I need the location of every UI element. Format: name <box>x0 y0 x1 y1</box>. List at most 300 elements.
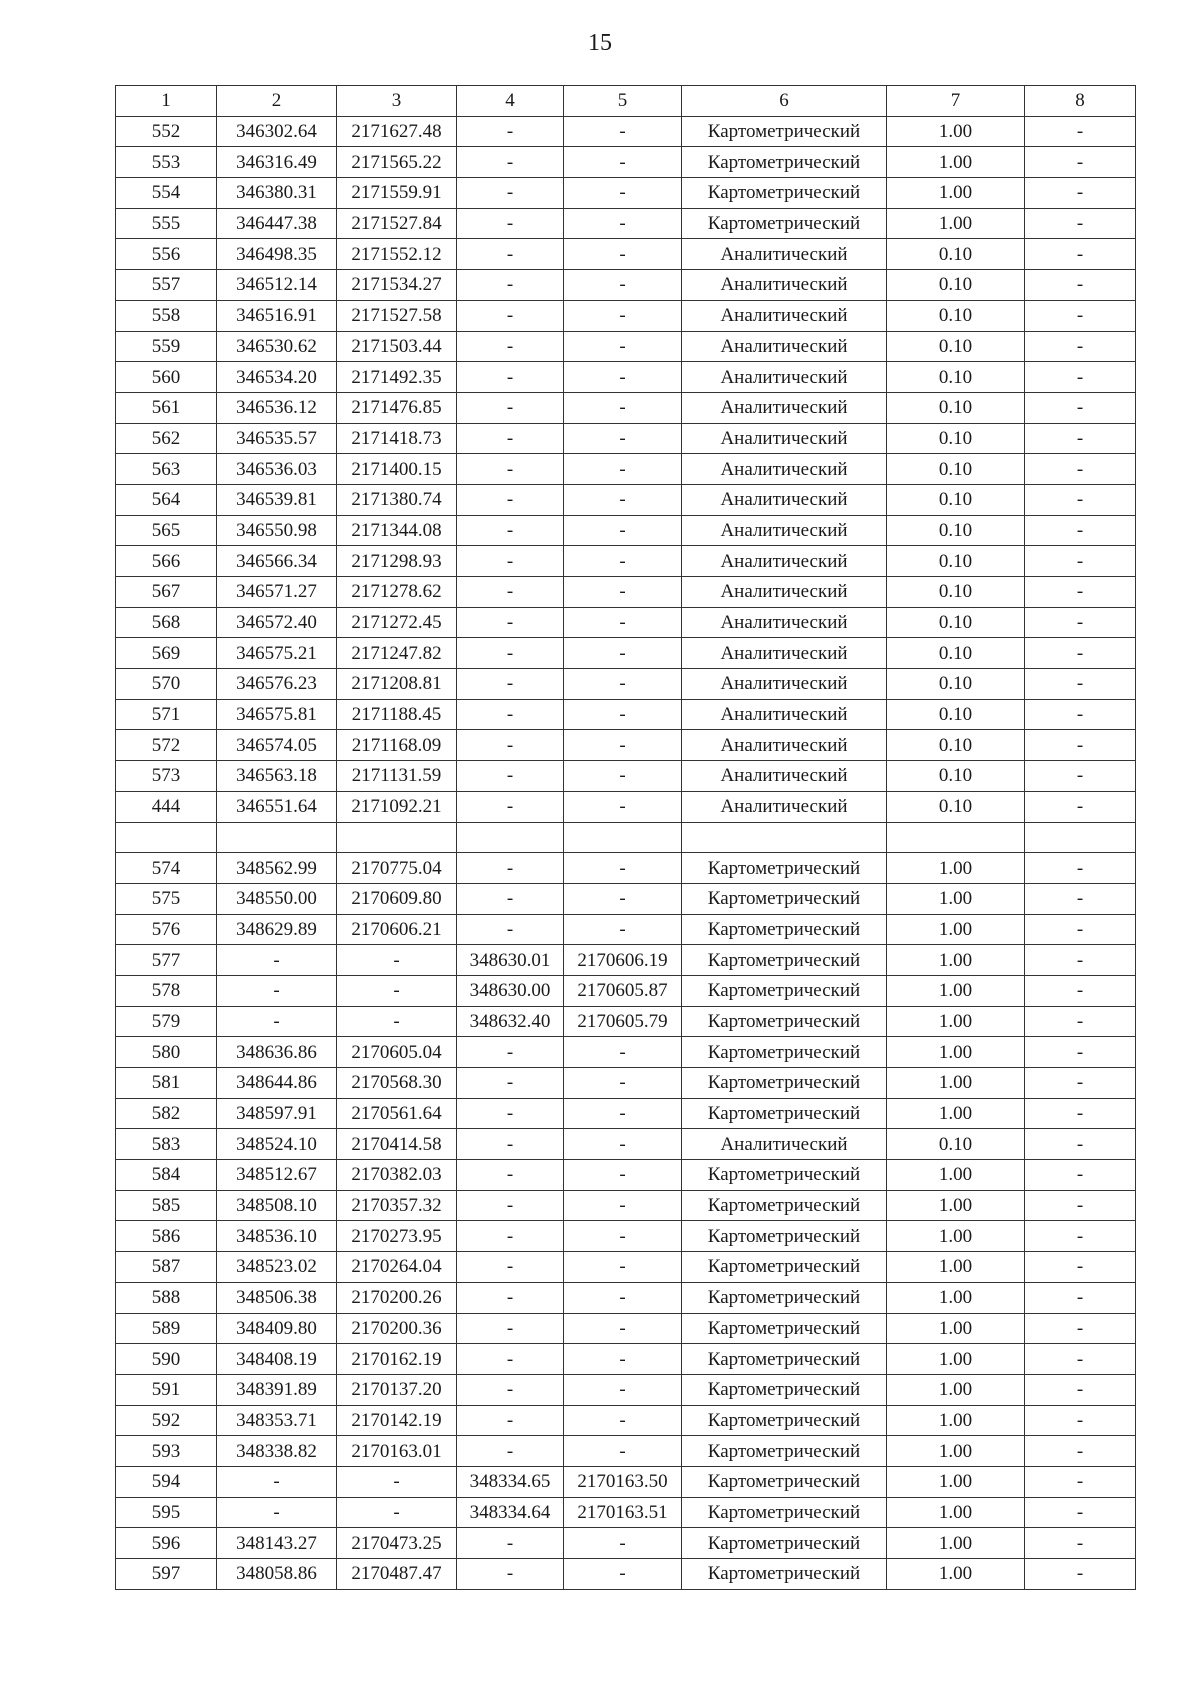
table-row <box>116 1374 1136 1405</box>
table-cell: 1.00 <box>887 1221 1025 1252</box>
table-row <box>116 791 1136 822</box>
table-cell: Картометрический <box>682 1497 887 1528</box>
table-row <box>116 669 1136 700</box>
table-cell: - <box>457 607 564 638</box>
table-cell: 557 <box>116 270 217 301</box>
table-cell: 348524.10 <box>217 1129 337 1160</box>
table-cell: 1.00 <box>887 1497 1025 1528</box>
table-cell: 556 <box>116 239 217 270</box>
table-row <box>116 975 1136 1006</box>
table-row <box>116 300 1136 331</box>
table-cell: - <box>1025 1006 1136 1037</box>
table-cell: - <box>564 208 682 239</box>
table-row <box>116 1528 1136 1559</box>
table-cell: 1.00 <box>887 1313 1025 1344</box>
table-cell: 559 <box>116 331 217 362</box>
table-cell: 1.00 <box>887 208 1025 239</box>
table-cell: 2171278.62 <box>337 577 457 608</box>
table-cell: - <box>564 638 682 669</box>
table-row <box>116 1098 1136 1129</box>
table-cell: - <box>457 638 564 669</box>
table-cell: Аналитический <box>682 484 887 515</box>
table-cell: - <box>1025 454 1136 485</box>
table-cell: - <box>1025 853 1136 884</box>
table-cell: 346516.91 <box>217 300 337 331</box>
table-cell: 2170561.64 <box>337 1098 457 1129</box>
table-cell: 1.00 <box>887 1252 1025 1283</box>
table-cell: - <box>1025 270 1136 301</box>
table-cell: - <box>1025 699 1136 730</box>
table-cell: 348597.91 <box>217 1098 337 1129</box>
table-cell <box>337 822 457 853</box>
table-cell: 553 <box>116 147 217 178</box>
table-cell: - <box>457 1221 564 1252</box>
table-cell: - <box>457 1129 564 1160</box>
table-cell <box>217 822 337 853</box>
table-cell: - <box>457 515 564 546</box>
table-cell: 593 <box>116 1436 217 1467</box>
table-cell: - <box>564 1037 682 1068</box>
column-header: 3 <box>337 86 457 117</box>
table-cell: 584 <box>116 1160 217 1191</box>
table-cell: - <box>564 392 682 423</box>
table-cell: 2170606.21 <box>337 914 457 945</box>
table-cell: - <box>564 1559 682 1590</box>
table-cell: - <box>457 1098 564 1129</box>
table-cell: 0.10 <box>887 699 1025 730</box>
table-cell: 560 <box>116 362 217 393</box>
table-cell: 346563.18 <box>217 761 337 792</box>
table-cell: - <box>1025 1313 1136 1344</box>
table-cell: Картометрический <box>682 1282 887 1313</box>
table-cell: - <box>457 270 564 301</box>
table-cell: - <box>217 945 337 976</box>
table-cell: 1.00 <box>887 1466 1025 1497</box>
table-cell: - <box>564 1129 682 1160</box>
table-cell: - <box>564 515 682 546</box>
table-cell: 591 <box>116 1374 217 1405</box>
table-cell: Аналитический <box>682 454 887 485</box>
table-cell: - <box>457 791 564 822</box>
table-cell: 2171492.35 <box>337 362 457 393</box>
table-cell: - <box>457 1282 564 1313</box>
table-cell: 1.00 <box>887 914 1025 945</box>
table-cell: - <box>1025 1559 1136 1590</box>
table-cell: - <box>1025 147 1136 178</box>
table-row <box>116 1068 1136 1099</box>
table-cell: - <box>1025 1344 1136 1375</box>
table-cell: 2171344.08 <box>337 515 457 546</box>
table-cell: 346550.98 <box>217 515 337 546</box>
table-cell: - <box>1025 423 1136 454</box>
table-cell: 1.00 <box>887 1190 1025 1221</box>
table-cell: 348550.00 <box>217 883 337 914</box>
table-row <box>116 362 1136 393</box>
table-cell: - <box>457 1160 564 1191</box>
table-cell: - <box>1025 546 1136 577</box>
table-row <box>116 761 1136 792</box>
table-row <box>116 607 1136 638</box>
table-cell: 2171503.44 <box>337 331 457 362</box>
table-cell: 2170163.01 <box>337 1436 457 1467</box>
table-row <box>116 1006 1136 1037</box>
column-header: 2 <box>217 86 337 117</box>
table-cell: 2171552.12 <box>337 239 457 270</box>
table-cell: 576 <box>116 914 217 945</box>
table-cell: Картометрический <box>682 853 887 884</box>
page-number: 15 <box>588 30 612 56</box>
table-cell: - <box>564 423 682 454</box>
table-cell: 2170568.30 <box>337 1068 457 1099</box>
table-cell: - <box>1025 1129 1136 1160</box>
table-cell: 348523.02 <box>217 1252 337 1283</box>
table-cell: 346551.64 <box>217 791 337 822</box>
table-cell: - <box>564 791 682 822</box>
table-cell: - <box>337 1497 457 1528</box>
table-cell: - <box>457 883 564 914</box>
table-cell: - <box>1025 883 1136 914</box>
table-cell: 348143.27 <box>217 1528 337 1559</box>
table-cell: 566 <box>116 546 217 577</box>
table-row <box>116 822 1136 853</box>
table-cell: 0.10 <box>887 515 1025 546</box>
table-cell: 346498.35 <box>217 239 337 270</box>
table-cell: 578 <box>116 975 217 1006</box>
table-cell: - <box>1025 116 1136 147</box>
table-cell: Картометрический <box>682 1160 887 1191</box>
table-cell: 2170273.95 <box>337 1221 457 1252</box>
table-cell: - <box>564 546 682 577</box>
table-cell: Картометрический <box>682 1313 887 1344</box>
table-row <box>116 1497 1136 1528</box>
table-cell: 2171208.81 <box>337 669 457 700</box>
table-cell: 2170487.47 <box>337 1559 457 1590</box>
table-cell: - <box>564 853 682 884</box>
table-cell: - <box>457 730 564 761</box>
table-row <box>116 1559 1136 1590</box>
table-cell: 587 <box>116 1252 217 1283</box>
table-cell: - <box>564 331 682 362</box>
table-cell: 346572.40 <box>217 607 337 638</box>
table-cell: - <box>564 761 682 792</box>
table-cell: 348629.89 <box>217 914 337 945</box>
table-cell: - <box>457 116 564 147</box>
column-header: 6 <box>682 86 887 117</box>
table-cell: - <box>1025 1098 1136 1129</box>
table-cell: Картометрический <box>682 914 887 945</box>
table-cell: - <box>564 883 682 914</box>
table-cell: Картометрический <box>682 1068 887 1099</box>
table-cell: Картометрический <box>682 147 887 178</box>
table-header <box>116 86 1136 117</box>
table-row <box>116 1313 1136 1344</box>
table-cell: 348644.86 <box>217 1068 337 1099</box>
column-header: 1 <box>116 86 217 117</box>
table-cell: Аналитический <box>682 423 887 454</box>
table-cell: - <box>564 1528 682 1559</box>
table-cell: - <box>217 1466 337 1497</box>
table-cell: - <box>1025 515 1136 546</box>
table-cell: Аналитический <box>682 761 887 792</box>
table-cell: - <box>457 147 564 178</box>
table-row <box>116 423 1136 454</box>
table-row <box>116 331 1136 362</box>
table-cell: - <box>1025 1068 1136 1099</box>
table-cell: - <box>564 178 682 209</box>
table-cell: 0.10 <box>887 669 1025 700</box>
table-cell: Аналитический <box>682 669 887 700</box>
table-cell: Картометрический <box>682 1466 887 1497</box>
table-cell: 586 <box>116 1221 217 1252</box>
table-cell: - <box>337 1006 457 1037</box>
column-header: 7 <box>887 86 1025 117</box>
table-cell: 1.00 <box>887 1098 1025 1129</box>
table-row <box>116 1037 1136 1068</box>
table-cell: Картометрический <box>682 1037 887 1068</box>
table-cell: - <box>457 423 564 454</box>
table-cell: 346575.21 <box>217 638 337 669</box>
table-cell: 583 <box>116 1129 217 1160</box>
table-cell: Аналитический <box>682 546 887 577</box>
table-cell: - <box>564 699 682 730</box>
table-cell: Картометрический <box>682 1190 887 1221</box>
table-cell: - <box>457 454 564 485</box>
table-cell: 562 <box>116 423 217 454</box>
coordinates-table <box>115 85 1136 1590</box>
table-cell: 0.10 <box>887 577 1025 608</box>
table-cell: 2171565.22 <box>337 147 457 178</box>
table-cell: 348536.10 <box>217 1221 337 1252</box>
header-row <box>116 86 1136 117</box>
table-cell: 348508.10 <box>217 1190 337 1221</box>
table-cell: 0.10 <box>887 546 1025 577</box>
table-cell: 0.10 <box>887 484 1025 515</box>
table-row <box>116 730 1136 761</box>
table-cell: 0.10 <box>887 300 1025 331</box>
table-cell: 2171627.48 <box>337 116 457 147</box>
table-cell: 575 <box>116 883 217 914</box>
table-cell: 572 <box>116 730 217 761</box>
table-cell: 1.00 <box>887 1374 1025 1405</box>
table-row <box>116 1405 1136 1436</box>
table-cell: - <box>457 1037 564 1068</box>
table-cell: 588 <box>116 1282 217 1313</box>
table-cell: 2171380.74 <box>337 484 457 515</box>
table-cell: - <box>564 1313 682 1344</box>
table-cell: - <box>1025 638 1136 669</box>
table-cell: 0.10 <box>887 362 1025 393</box>
table-cell: 2170142.19 <box>337 1405 457 1436</box>
table-cell: 0.10 <box>887 1129 1025 1160</box>
table-cell: 552 <box>116 116 217 147</box>
table-cell: Картометрический <box>682 208 887 239</box>
table-cell: 589 <box>116 1313 217 1344</box>
table-cell: 1.00 <box>887 853 1025 884</box>
table-row <box>116 1221 1136 1252</box>
table-cell: - <box>564 1405 682 1436</box>
table-cell: - <box>564 730 682 761</box>
table-cell: 574 <box>116 853 217 884</box>
table-cell: - <box>337 1466 457 1497</box>
table-cell: 0.10 <box>887 761 1025 792</box>
table-cell: 2170605.79 <box>564 1006 682 1037</box>
table-cell: 582 <box>116 1098 217 1129</box>
table-cell: 597 <box>116 1559 217 1590</box>
table-cell: 346576.23 <box>217 669 337 700</box>
table-cell: 0.10 <box>887 454 1025 485</box>
table-cell: - <box>1025 761 1136 792</box>
table-cell: Аналитический <box>682 577 887 608</box>
table-cell: 564 <box>116 484 217 515</box>
table-row <box>116 454 1136 485</box>
table-cell: Аналитический <box>682 730 887 761</box>
table-cell: - <box>564 1344 682 1375</box>
table-cell: 571 <box>116 699 217 730</box>
table-cell: 346575.81 <box>217 699 337 730</box>
table-cell: - <box>1025 1374 1136 1405</box>
table-row <box>116 1436 1136 1467</box>
table-cell: - <box>337 975 457 1006</box>
table-cell: - <box>564 484 682 515</box>
table-cell: 346512.14 <box>217 270 337 301</box>
table-cell: - <box>457 546 564 577</box>
table-cell: Аналитический <box>682 791 887 822</box>
table-cell <box>116 822 217 853</box>
table-cell: 2171168.09 <box>337 730 457 761</box>
table-cell: - <box>564 669 682 700</box>
table-cell: - <box>457 1190 564 1221</box>
table-cell: - <box>337 945 457 976</box>
table-cell: - <box>564 607 682 638</box>
table-cell: 1.00 <box>887 1282 1025 1313</box>
table-cell: 563 <box>116 454 217 485</box>
table-cell: 348391.89 <box>217 1374 337 1405</box>
table-cell: 596 <box>116 1528 217 1559</box>
table-cell: 585 <box>116 1190 217 1221</box>
table-row <box>116 577 1136 608</box>
table-cell: - <box>564 577 682 608</box>
table-cell: 348409.80 <box>217 1313 337 1344</box>
table-row <box>116 914 1136 945</box>
table-cell: 2170473.25 <box>337 1528 457 1559</box>
table-row <box>116 1466 1136 1497</box>
table-cell: 2171298.93 <box>337 546 457 577</box>
table-cell: - <box>1025 208 1136 239</box>
table-cell: - <box>457 1252 564 1283</box>
table-cell: - <box>1025 945 1136 976</box>
table-cell: 2170137.20 <box>337 1374 457 1405</box>
table-cell: 567 <box>116 577 217 608</box>
table-cell: 594 <box>116 1466 217 1497</box>
table-cell: - <box>457 914 564 945</box>
table-cell: Картометрический <box>682 1098 887 1129</box>
table-cell: - <box>457 300 564 331</box>
table-row <box>116 546 1136 577</box>
table-row <box>116 484 1136 515</box>
table-cell: 2171400.15 <box>337 454 457 485</box>
table-cell: - <box>564 1190 682 1221</box>
table-cell: - <box>1025 975 1136 1006</box>
table-row <box>116 116 1136 147</box>
table-cell <box>682 822 887 853</box>
table-cell: - <box>1025 669 1136 700</box>
table-cell: - <box>1025 178 1136 209</box>
table-cell: - <box>1025 1221 1136 1252</box>
table-cell: 2171418.73 <box>337 423 457 454</box>
table-cell: Аналитический <box>682 239 887 270</box>
table-row <box>116 945 1136 976</box>
table-cell: 579 <box>116 1006 217 1037</box>
table-row <box>116 1129 1136 1160</box>
table-cell: - <box>1025 362 1136 393</box>
table-cell: 1.00 <box>887 1037 1025 1068</box>
table-cell: - <box>217 1006 337 1037</box>
table-cell: - <box>564 1068 682 1099</box>
table-cell: - <box>457 1528 564 1559</box>
table-cell: 2170414.58 <box>337 1129 457 1160</box>
table-cell: 346534.20 <box>217 362 337 393</box>
table-cell: 348630.00 <box>457 975 564 1006</box>
table-cell: 0.10 <box>887 607 1025 638</box>
table-cell: 1.00 <box>887 883 1025 914</box>
table-cell: - <box>1025 1252 1136 1283</box>
table-row <box>116 515 1136 546</box>
table-row <box>116 239 1136 270</box>
table-cell: Аналитический <box>682 515 887 546</box>
table-cell: 0.10 <box>887 730 1025 761</box>
table-row <box>116 699 1136 730</box>
table-cell: - <box>457 1344 564 1375</box>
table-cell: 554 <box>116 178 217 209</box>
table-cell: - <box>1025 730 1136 761</box>
table-cell: - <box>457 239 564 270</box>
table-cell: - <box>1025 1405 1136 1436</box>
table-cell: 1.00 <box>887 1160 1025 1191</box>
table-cell <box>457 822 564 853</box>
table-cell: - <box>564 1374 682 1405</box>
table-cell: - <box>564 239 682 270</box>
table-cell: 2170200.36 <box>337 1313 457 1344</box>
table-cell: - <box>1025 392 1136 423</box>
table-cell: Аналитический <box>682 270 887 301</box>
table-cell: - <box>457 1559 564 1590</box>
table-cell: Картометрический <box>682 178 887 209</box>
table-cell: 561 <box>116 392 217 423</box>
table-cell: 1.00 <box>887 1405 1025 1436</box>
table-cell: 2171527.58 <box>337 300 457 331</box>
table-cell: Аналитический <box>682 300 887 331</box>
table-cell: Аналитический <box>682 699 887 730</box>
table-cell: 348334.65 <box>457 1466 564 1497</box>
table-cell: Аналитический <box>682 392 887 423</box>
table-cell: 565 <box>116 515 217 546</box>
table-cell: 348408.19 <box>217 1344 337 1375</box>
table-cell: - <box>457 1313 564 1344</box>
table-cell: - <box>564 116 682 147</box>
table-cell: Аналитический <box>682 607 887 638</box>
table-cell: 2170382.03 <box>337 1160 457 1191</box>
table-cell: 346316.49 <box>217 147 337 178</box>
table-cell: 0.10 <box>887 392 1025 423</box>
table-cell: 346535.57 <box>217 423 337 454</box>
table-cell: 348630.01 <box>457 945 564 976</box>
table-cell: 595 <box>116 1497 217 1528</box>
table-cell: - <box>1025 300 1136 331</box>
table-cell: 346574.05 <box>217 730 337 761</box>
table-cell: Картометрический <box>682 883 887 914</box>
table-cell: - <box>564 1252 682 1283</box>
table-cell: 568 <box>116 607 217 638</box>
